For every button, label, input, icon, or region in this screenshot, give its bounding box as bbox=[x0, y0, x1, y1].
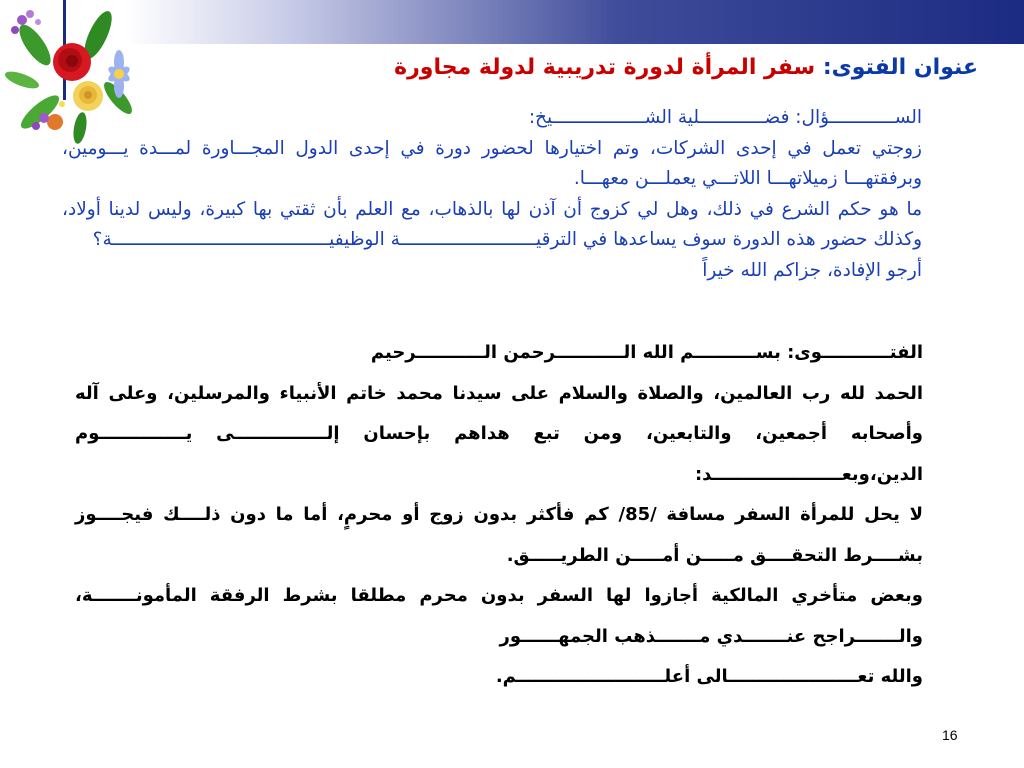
answer-closing: والله تعـــــــــــــــــــــالى أعلــــــــــــــــــــــــم. bbox=[495, 666, 923, 687]
question-paragraph-1: زوجتي تعمل في إحدى الشركات، وتم اختيارها لحضور دورة في إحدى الدول المجـــاورة لمـــدة يـــومين، وبرفقتهـــا زميلاتهـــا اللاتـــي يعملـــن معهـــا. bbox=[62, 137, 922, 189]
question-paragraph-2: ما هو حكم الشرع في ذلك، وهل لي كزوج أن آذن لها بالذهاب، مع العلم بأن ثقتي بها كبيرة، وليس لدينا أولاد، وكذلك حضور هذه الدورة سوف يساعدها في الترقيـــــــــــــــــــــــــة الوظيفيــــــــــــــــــــــــــــــــــــــــة؟ bbox=[62, 198, 922, 250]
answer-paragraph-2: لا يحل للمرأة السفر مسافة /85/ كم فأكثر بدون زوج أو محرمٍ، أما ما دون ذلــــك فيجــــوز بشــــرط التحقــــق مـــــن أمـــــن الطريـــــق. bbox=[75, 504, 923, 566]
answer-block bbox=[75, 333, 923, 698]
page-number: 16 bbox=[942, 727, 958, 743]
question-heading: الســــــــــــؤال: فضــــــــــــلية الشـــــــــــــــــيخ: bbox=[528, 107, 922, 128]
title-text: سفر المرأة لدورة تدريبية لدولة مجاورة bbox=[394, 55, 823, 80]
question-closing: أرجو الإفادة، جزاكم الله خيراً bbox=[702, 259, 922, 281]
answer-heading: الفتـــــــــــوى: بســــــــــم الله الـــــــــــرحمن الـــــــــــرحيم bbox=[370, 342, 923, 363]
question-block bbox=[62, 103, 922, 286]
answer-paragraph-1: الحمد لله رب العالمين، والصلاة والسلام على سيدنا محمد خاتم الأنبياء والمرسلين، وعلى آله وأصحابه أجمعين، والتابعين، ومن تبع هداهم بإحسان إلـــــــــــــــى يــــــــــــــوم الدين،وبعـــــــــــــــــــــد: bbox=[75, 382, 923, 485]
slide-title bbox=[218, 55, 978, 80]
title-label: عنوان الفتوى: bbox=[822, 55, 978, 80]
answer-paragraph-3: وبعض متأخري المالكية أجازوا لها السفر بدون محرم مطلقا بشرط الرفقة المأمونـــــــة، والـــــــراجح عنـــــــدي مـــــــذهب الجمهــــــور bbox=[75, 585, 923, 647]
header-gradient-bar bbox=[125, 0, 1024, 44]
